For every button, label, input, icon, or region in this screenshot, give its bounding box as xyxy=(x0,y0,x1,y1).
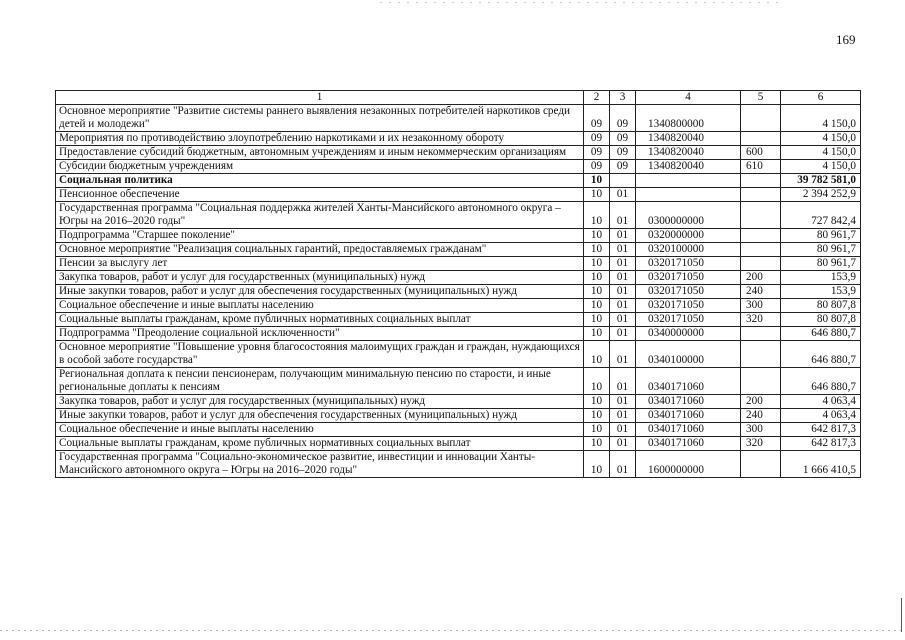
cell-expense-type: 200 xyxy=(741,271,781,285)
cell-name: Закупка товаров, работ и услуг для государственных (муниципальных) нужд xyxy=(56,271,584,285)
cell-target-article xyxy=(636,174,741,188)
cell-target-article: 0300000000 xyxy=(636,202,741,229)
table-row xyxy=(56,132,861,146)
scan-artifact-bottom xyxy=(0,630,905,631)
cell-target-article: 0340171060 xyxy=(636,395,741,409)
table-row xyxy=(56,202,861,229)
cell-amount: 4 150,0 xyxy=(781,146,861,160)
cell-name: Мероприятия по противодействию злоупотреблению наркотиками и их незаконному обороту xyxy=(56,132,584,146)
scan-artifact-top xyxy=(380,2,780,3)
cell-amount: 153,9 xyxy=(781,285,861,299)
cell-section: 10 xyxy=(584,423,610,437)
cell-amount: 4 063,4 xyxy=(781,395,861,409)
cell-subsection: 01 xyxy=(610,451,636,478)
cell-section: 10 xyxy=(584,243,610,257)
cell-section: 10 xyxy=(584,271,610,285)
cell-expense-type: 240 xyxy=(741,409,781,423)
table-row xyxy=(56,451,861,478)
cell-expense-type: 320 xyxy=(741,313,781,327)
cell-name: Социальные выплаты гражданам, кроме публичных нормативных социальных выплат xyxy=(56,437,584,451)
cell-name: Основное мероприятие "Развитие системы раннего выявления незаконных потребителей наркотиков среди детей и молодежи" xyxy=(56,105,584,132)
cell-name: Пенсионное обеспечение xyxy=(56,188,584,202)
cell-section: 10 xyxy=(584,395,610,409)
cell-subsection: 01 xyxy=(610,243,636,257)
cell-subsection: 01 xyxy=(610,327,636,341)
cell-expense-type xyxy=(741,257,781,271)
cell-name: Предоставление субсидий бюджетным, автономным учреждениям и иным некоммерческим организациям xyxy=(56,146,584,160)
cell-subsection: 01 xyxy=(610,341,636,368)
cell-section: 10 xyxy=(584,327,610,341)
cell-amount: 80 961,7 xyxy=(781,229,861,243)
cell-target-article: 0320000000 xyxy=(636,229,741,243)
cell-subsection: 01 xyxy=(610,368,636,395)
cell-name: Социальные выплаты гражданам, кроме публичных нормативных социальных выплат xyxy=(56,313,584,327)
cell-amount: 4 150,0 xyxy=(781,105,861,132)
cell-expense-type xyxy=(741,341,781,368)
cell-section: 10 xyxy=(584,368,610,395)
cell-name: Социальная политика xyxy=(56,174,584,188)
cell-expense-type xyxy=(741,368,781,395)
column-header-name: 1 xyxy=(56,91,584,105)
cell-expense-type: 610 xyxy=(741,160,781,174)
table-header-row xyxy=(56,91,861,105)
cell-expense-type xyxy=(741,243,781,257)
cell-name: Государственная программа "Социально-экономическое развитие, инвестиции и инновации Ханты-Мансийского автономного округа – Югры на 2016–2020 годы" xyxy=(56,451,584,478)
cell-target-article: 0320171050 xyxy=(636,313,741,327)
cell-amount: 1 666 410,5 xyxy=(781,451,861,478)
table-row xyxy=(56,299,861,313)
cell-expense-type xyxy=(741,105,781,132)
cell-subsection: 01 xyxy=(610,285,636,299)
cell-expense-type: 320 xyxy=(741,437,781,451)
cell-subsection: 01 xyxy=(610,229,636,243)
table-row xyxy=(56,423,861,437)
cell-name: Иные закупки товаров, работ и услуг для обеспечения государственных (муниципальных) нужд xyxy=(56,285,584,299)
budget-table xyxy=(55,90,861,478)
table-row xyxy=(56,174,861,188)
table-row xyxy=(56,313,861,327)
table-row xyxy=(56,160,861,174)
cell-subsection xyxy=(610,174,636,188)
cell-section: 10 xyxy=(584,285,610,299)
scan-artifact-edge xyxy=(901,598,902,632)
table-row xyxy=(56,188,861,202)
table-body xyxy=(56,105,861,478)
cell-expense-type xyxy=(741,451,781,478)
cell-section: 10 xyxy=(584,202,610,229)
cell-target-article: 1340800000 xyxy=(636,105,741,132)
cell-name: Основное мероприятие "Повышение уровня благосостояния малоимущих граждан и граждан, нуждающихся в особой заботе государства" xyxy=(56,341,584,368)
cell-section: 09 xyxy=(584,160,610,174)
table-row xyxy=(56,285,861,299)
cell-target-article: 0340171060 xyxy=(636,368,741,395)
cell-target-article: 0320171050 xyxy=(636,257,741,271)
cell-subsection: 01 xyxy=(610,271,636,285)
cell-amount: 80 807,8 xyxy=(781,313,861,327)
column-header-amount: 6 xyxy=(781,91,861,105)
table-row xyxy=(56,243,861,257)
cell-subsection: 09 xyxy=(610,160,636,174)
cell-section: 10 xyxy=(584,409,610,423)
cell-section: 09 xyxy=(584,132,610,146)
cell-subsection: 01 xyxy=(610,202,636,229)
cell-name: Государственная программа "Социальная поддержка жителей Ханты-Мансийского автономного округа – Югры на 2016–2020 годы" xyxy=(56,202,584,229)
cell-expense-type: 240 xyxy=(741,285,781,299)
table-row xyxy=(56,327,861,341)
table-row xyxy=(56,341,861,368)
cell-section: 10 xyxy=(584,229,610,243)
cell-amount: 727 842,4 xyxy=(781,202,861,229)
cell-name: Подпрограмма "Старшее поколение" xyxy=(56,229,584,243)
cell-target-article: 0340100000 xyxy=(636,341,741,368)
cell-target-article: 1340820040 xyxy=(636,132,741,146)
column-header-section: 2 xyxy=(584,91,610,105)
cell-name: Пенсии за выслугу лет xyxy=(56,257,584,271)
cell-subsection: 09 xyxy=(610,132,636,146)
page-number: 169 xyxy=(836,32,856,47)
cell-subsection: 01 xyxy=(610,257,636,271)
cell-section: 09 xyxy=(584,146,610,160)
table-row xyxy=(56,409,861,423)
cell-subsection: 01 xyxy=(610,299,636,313)
cell-amount: 39 782 581,0 xyxy=(781,174,861,188)
cell-expense-type: 300 xyxy=(741,423,781,437)
cell-target-article: 0340171060 xyxy=(636,437,741,451)
cell-target-article: 0340000000 xyxy=(636,327,741,341)
table-row xyxy=(56,271,861,285)
cell-expense-type xyxy=(741,327,781,341)
cell-name: Подпрограмма "Преодоление социальной исключенности" xyxy=(56,327,584,341)
cell-expense-type: 600 xyxy=(741,146,781,160)
cell-section: 10 xyxy=(584,188,610,202)
column-header-expense-type: 5 xyxy=(741,91,781,105)
cell-target-article: 0320171050 xyxy=(636,271,741,285)
table-row xyxy=(56,257,861,271)
cell-section: 10 xyxy=(584,437,610,451)
cell-target-article: 1340820040 xyxy=(636,146,741,160)
cell-amount: 4 063,4 xyxy=(781,409,861,423)
cell-name: Иные закупки товаров, работ и услуг для обеспечения государственных (муниципальных) нужд xyxy=(56,409,584,423)
cell-name: Закупка товаров, работ и услуг для государственных (муниципальных) нужд xyxy=(56,395,584,409)
cell-subsection: 01 xyxy=(610,437,636,451)
cell-expense-type xyxy=(741,202,781,229)
cell-subsection: 09 xyxy=(610,105,636,132)
table-row xyxy=(56,229,861,243)
cell-target-article: 0320100000 xyxy=(636,243,741,257)
cell-amount: 80 961,7 xyxy=(781,257,861,271)
cell-section: 10 xyxy=(584,257,610,271)
cell-target-article: 0320171050 xyxy=(636,299,741,313)
cell-amount: 80 961,7 xyxy=(781,243,861,257)
cell-amount: 646 880,7 xyxy=(781,341,861,368)
cell-name: Региональная доплата к пенсии пенсионерам, получающим минимальную пенсию по старости, и иные региональные доплаты к пенсиям xyxy=(56,368,584,395)
column-header-target-article: 4 xyxy=(636,91,741,105)
table-row xyxy=(56,368,861,395)
cell-amount: 153,9 xyxy=(781,271,861,285)
column-header-subsection: 3 xyxy=(610,91,636,105)
cell-section: 10 xyxy=(584,451,610,478)
table-row xyxy=(56,395,861,409)
cell-expense-type: 200 xyxy=(741,395,781,409)
cell-subsection: 01 xyxy=(610,188,636,202)
cell-amount: 2 394 252,9 xyxy=(781,188,861,202)
cell-section: 09 xyxy=(584,105,610,132)
cell-subsection: 01 xyxy=(610,423,636,437)
cell-expense-type: 300 xyxy=(741,299,781,313)
cell-target-article: 1600000000 xyxy=(636,451,741,478)
cell-subsection: 09 xyxy=(610,146,636,160)
cell-amount: 4 150,0 xyxy=(781,160,861,174)
cell-amount: 80 807,8 xyxy=(781,299,861,313)
cell-target-article: 0340171060 xyxy=(636,423,741,437)
cell-target-article: 0320171050 xyxy=(636,285,741,299)
cell-name: Субсидии бюджетным учреждениям xyxy=(56,160,584,174)
table-row xyxy=(56,437,861,451)
cell-name: Основное мероприятие "Реализация социальных гарантий, предоставляемых гражданам" xyxy=(56,243,584,257)
cell-amount: 646 880,7 xyxy=(781,327,861,341)
cell-subsection: 01 xyxy=(610,409,636,423)
cell-amount: 646 880,7 xyxy=(781,368,861,395)
cell-subsection: 01 xyxy=(610,395,636,409)
cell-section: 10 xyxy=(584,174,610,188)
table-row xyxy=(56,146,861,160)
cell-target-article xyxy=(636,188,741,202)
cell-name: Социальное обеспечение и иные выплаты населению xyxy=(56,299,584,313)
cell-target-article: 1340820040 xyxy=(636,160,741,174)
cell-section: 10 xyxy=(584,313,610,327)
cell-amount: 642 817,3 xyxy=(781,437,861,451)
cell-target-article: 0340171060 xyxy=(636,409,741,423)
cell-amount: 4 150,0 xyxy=(781,132,861,146)
table-row xyxy=(56,105,861,132)
cell-amount: 642 817,3 xyxy=(781,423,861,437)
cell-expense-type xyxy=(741,188,781,202)
cell-expense-type xyxy=(741,132,781,146)
cell-section: 10 xyxy=(584,341,610,368)
cell-expense-type xyxy=(741,174,781,188)
cell-subsection: 01 xyxy=(610,313,636,327)
cell-name: Социальное обеспечение и иные выплаты населению xyxy=(56,423,584,437)
cell-expense-type xyxy=(741,229,781,243)
cell-section: 10 xyxy=(584,299,610,313)
